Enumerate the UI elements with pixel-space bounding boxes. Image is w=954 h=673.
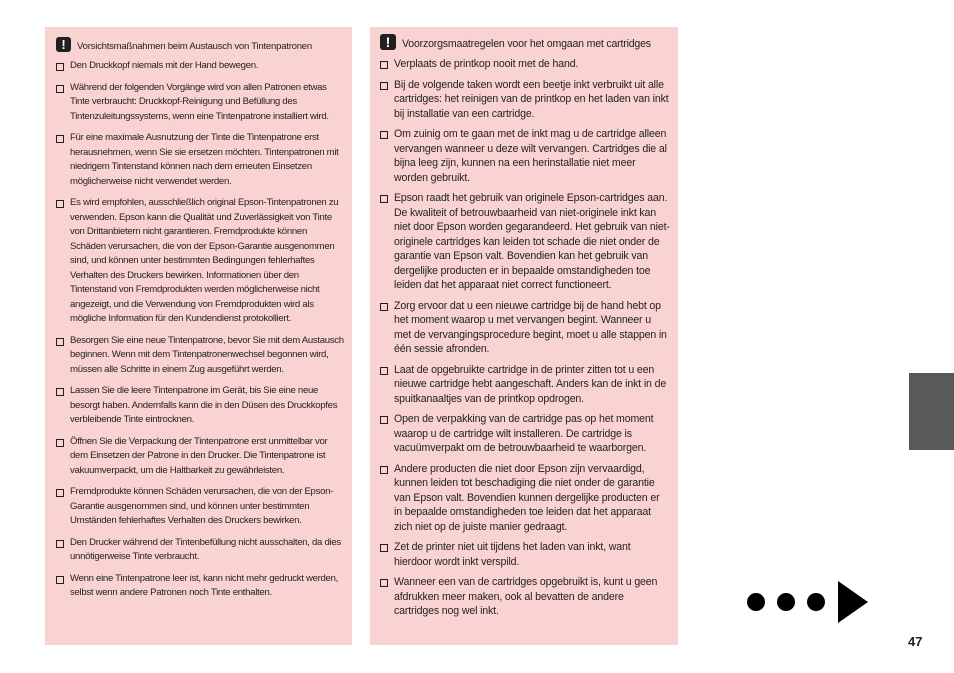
checkbox-icon bbox=[380, 466, 388, 474]
checkbox-icon bbox=[380, 416, 388, 424]
list-item bbox=[56, 572, 344, 601]
list-item bbox=[56, 485, 344, 529]
list-item bbox=[380, 412, 670, 456]
list-item-text: Fremdprodukte können Schäden verursachen, die von der Epson-Garantie ausgenommen sind, und können unter bestimmten Umständen fehlerhaftes Verhalten des Druckers bewirken. bbox=[70, 486, 334, 526]
list-item-text: Lassen Sie die leere Tintenpatrone im Gerät, bis Sie eine neue besorgt haben. Andernfalls kann die in den Düsen des Druckkopfes verbleibende Tinte eintrocknen. bbox=[70, 385, 338, 425]
list-item bbox=[56, 131, 344, 189]
list-item bbox=[380, 57, 670, 72]
exclamation-icon: ! bbox=[380, 34, 396, 50]
list-item-text: Epson raadt het gebruik van originele Epson-cartridges aan. De kwaliteit of betrouwbaarheid van niet-originele inkt kan niet door Epson worden gegarandeerd. Het gebruik van niet-originele cartridges kan leiden tot schade die niet onder de garantie van Epson valt. Bovendien kan het gebruik van dergelijke producten er in bepaalde omstandigheden toe leiden dat het apparaat niet correct functioneert. bbox=[394, 192, 670, 291]
list-item bbox=[380, 540, 670, 569]
list-item bbox=[56, 384, 344, 428]
list-item-text: Für eine maximale Ausnutzung der Tinte die Tintenpatrone erst herausnehmen, wenn Sie sie ersetzen möchten. Tintenpatronen mit niedrigem Tintenstand können nach dem erneuten Einsetzen möglicherweise nicht verwendet werden. bbox=[70, 132, 339, 187]
list-item bbox=[56, 59, 344, 74]
caution-title: Voorzorgsmaatregelen voor het omgaan met cartridges bbox=[402, 38, 651, 50]
list-item-text: Öffnen Sie die Verpackung der Tintenpatrone erst unmittelbar vor dem Einsetzen der Patrone in den Drucker. Die Tintenpatrone ist vakuumverpackt, um die Haltbarkeit zu gewährleisten. bbox=[70, 435, 328, 476]
checkbox-icon bbox=[56, 85, 64, 93]
list-item-text: Om zuinig om te gaan met de inkt mag u de cartridge alleen vervangen wanneer u deze wilt vervangen. Cartridges die al bijna leeg zijn, kunnen na een herinstallatie niet meer worden gebruikt. bbox=[394, 128, 667, 184]
checkbox-icon bbox=[380, 303, 388, 311]
list-item bbox=[380, 191, 670, 293]
checkbox-icon bbox=[56, 200, 64, 208]
list-item-text: Besorgen Sie eine neue Tintenpatrone, bevor Sie mit dem Austausch beginnen. Wenn mit dem Tintenpatronenwechsel begonnen wird, müssen alle Schritte in einem Zug ausgeführt werden. bbox=[70, 334, 344, 375]
caution-title: Vorsichtsmaßnahmen beim Austausch von Tintenpatronen bbox=[77, 41, 312, 52]
checkbox-icon bbox=[56, 540, 64, 548]
caution-list bbox=[380, 57, 670, 619]
caution-panel-dutch bbox=[370, 27, 678, 645]
list-item-text: Bij de volgende taken wordt een beetje inkt verbruikt uit alle cartridges: het reinigen van de printkop en het laden van inkt bij installatie van een cartridge. bbox=[394, 78, 669, 120]
section-side-tab bbox=[909, 373, 954, 450]
dot-icon bbox=[747, 593, 765, 611]
checkbox-icon bbox=[380, 195, 388, 203]
list-item-text: Wanneer een van de cartridges opgebruikt is, kunt u geen afdrukken meer maken, ook al bevatten de andere cartridges nog wel inkt. bbox=[394, 576, 658, 617]
page-number: 47 bbox=[908, 634, 923, 649]
list-item-text: Den Drucker während der Tintenbefüllung nicht ausschalten, da dies unnötigerweise Tinte verbraucht. bbox=[70, 536, 341, 562]
list-item-text: Wenn eine Tintenpatrone leer ist, kann nicht mehr gedruckt werden, selbst wenn andere Patronen noch Tinte enthalten. bbox=[70, 572, 338, 598]
checkbox-icon bbox=[56, 576, 64, 584]
list-item-text: Zet de printer niet uit tijdens het laden van inkt, want hierdoor wordt inkt verspild. bbox=[394, 541, 631, 568]
exclamation-icon: ! bbox=[56, 37, 71, 52]
checkbox-icon bbox=[56, 388, 64, 396]
checkbox-icon bbox=[56, 439, 64, 447]
checkbox-icon bbox=[56, 489, 64, 497]
checkbox-icon bbox=[56, 338, 64, 346]
checkbox-icon bbox=[380, 579, 388, 587]
caution-header bbox=[380, 34, 670, 51]
caution-list bbox=[56, 59, 344, 601]
continued-arrow-icon bbox=[746, 580, 870, 625]
list-item bbox=[56, 81, 344, 125]
list-item bbox=[56, 334, 344, 378]
list-item-text: Während der folgenden Vorgänge wird von allen Patronen etwas Tinte verbraucht: Druckkopf-Reinigung und Befüllung des Tintenzuleitungssystems, wenn eine Tintenpatrone installiert wird. bbox=[70, 81, 329, 122]
list-item bbox=[380, 363, 670, 407]
checkbox-icon bbox=[380, 131, 388, 139]
list-item bbox=[56, 435, 344, 479]
checkbox-icon bbox=[380, 367, 388, 375]
list-item-text: Open de verpakking van de cartridge pas op het moment waarop u de cartridge wilt installeren. De cartridge is vacuümverpakt om de betrouwbaarheid te waarborgen. bbox=[394, 413, 654, 454]
list-item-text: Laat de opgebruikte cartridge in de printer zitten tot u een nieuwe cartridge hebt aangeschaft. Anders kan de inkt in de spuitkanaaltjes van de printkop opdrogen. bbox=[394, 363, 667, 405]
caution-header bbox=[56, 37, 344, 53]
checkbox-icon bbox=[380, 61, 388, 69]
list-item-text: Es wird empfohlen, ausschließlich original Epson-Tintenpatronen zu verwenden. Epson kann die Qualität und Zuverlässigkeit von Tinte von Drittanbietern nicht garantieren. Fremdprodukte können Schäden verursachen, die von der Epson-Garantie ausgenommen sind, und können unter bestimmten Bedingungen fehlerhaftes Verhalten des Druckers bewirken. Informationen über den Tintenstand von Fremdprodukten werden möglicherweise nicht angezeigt, und die Verwendung von Fremdprodukten wird als mögliche Information für den Kundendienst protokolliert. bbox=[70, 197, 339, 324]
triangle-icon bbox=[838, 581, 868, 623]
list-item bbox=[380, 462, 670, 535]
checkbox-icon bbox=[380, 82, 388, 90]
list-item bbox=[56, 536, 344, 565]
checkbox-icon bbox=[56, 135, 64, 143]
caution-panel-german bbox=[45, 27, 352, 645]
list-item bbox=[380, 78, 670, 122]
checkbox-icon bbox=[56, 63, 64, 71]
list-item-text: Andere producten die niet door Epson zijn vervaardigd, kunnen leiden tot beschadiging die niet onder de garantie van Epson valt. Bovendien kunnen dergelijke producten er in bepaalde omstandigheden toe leiden dat het apparaat zich niet op de juiste manier gedraagt. bbox=[394, 462, 660, 533]
list-item bbox=[380, 575, 670, 619]
dot-icon bbox=[777, 593, 795, 611]
list-item bbox=[56, 196, 344, 327]
list-item-text: Den Druckkopf niemals mit der Hand bewegen. bbox=[70, 60, 259, 71]
list-item-text: Zorg ervoor dat u een nieuwe cartridge bij de hand hebt op het moment waarop u met vervangen begint. Wanneer u met de vervangingsprocedure begint, moet u alle stappen in één sessie afronden. bbox=[394, 299, 667, 355]
list-item bbox=[380, 299, 670, 357]
dot-icon bbox=[807, 593, 825, 611]
list-item-text: Verplaats de printkop nooit met de hand. bbox=[394, 58, 579, 70]
list-item bbox=[380, 127, 670, 185]
checkbox-icon bbox=[380, 544, 388, 552]
